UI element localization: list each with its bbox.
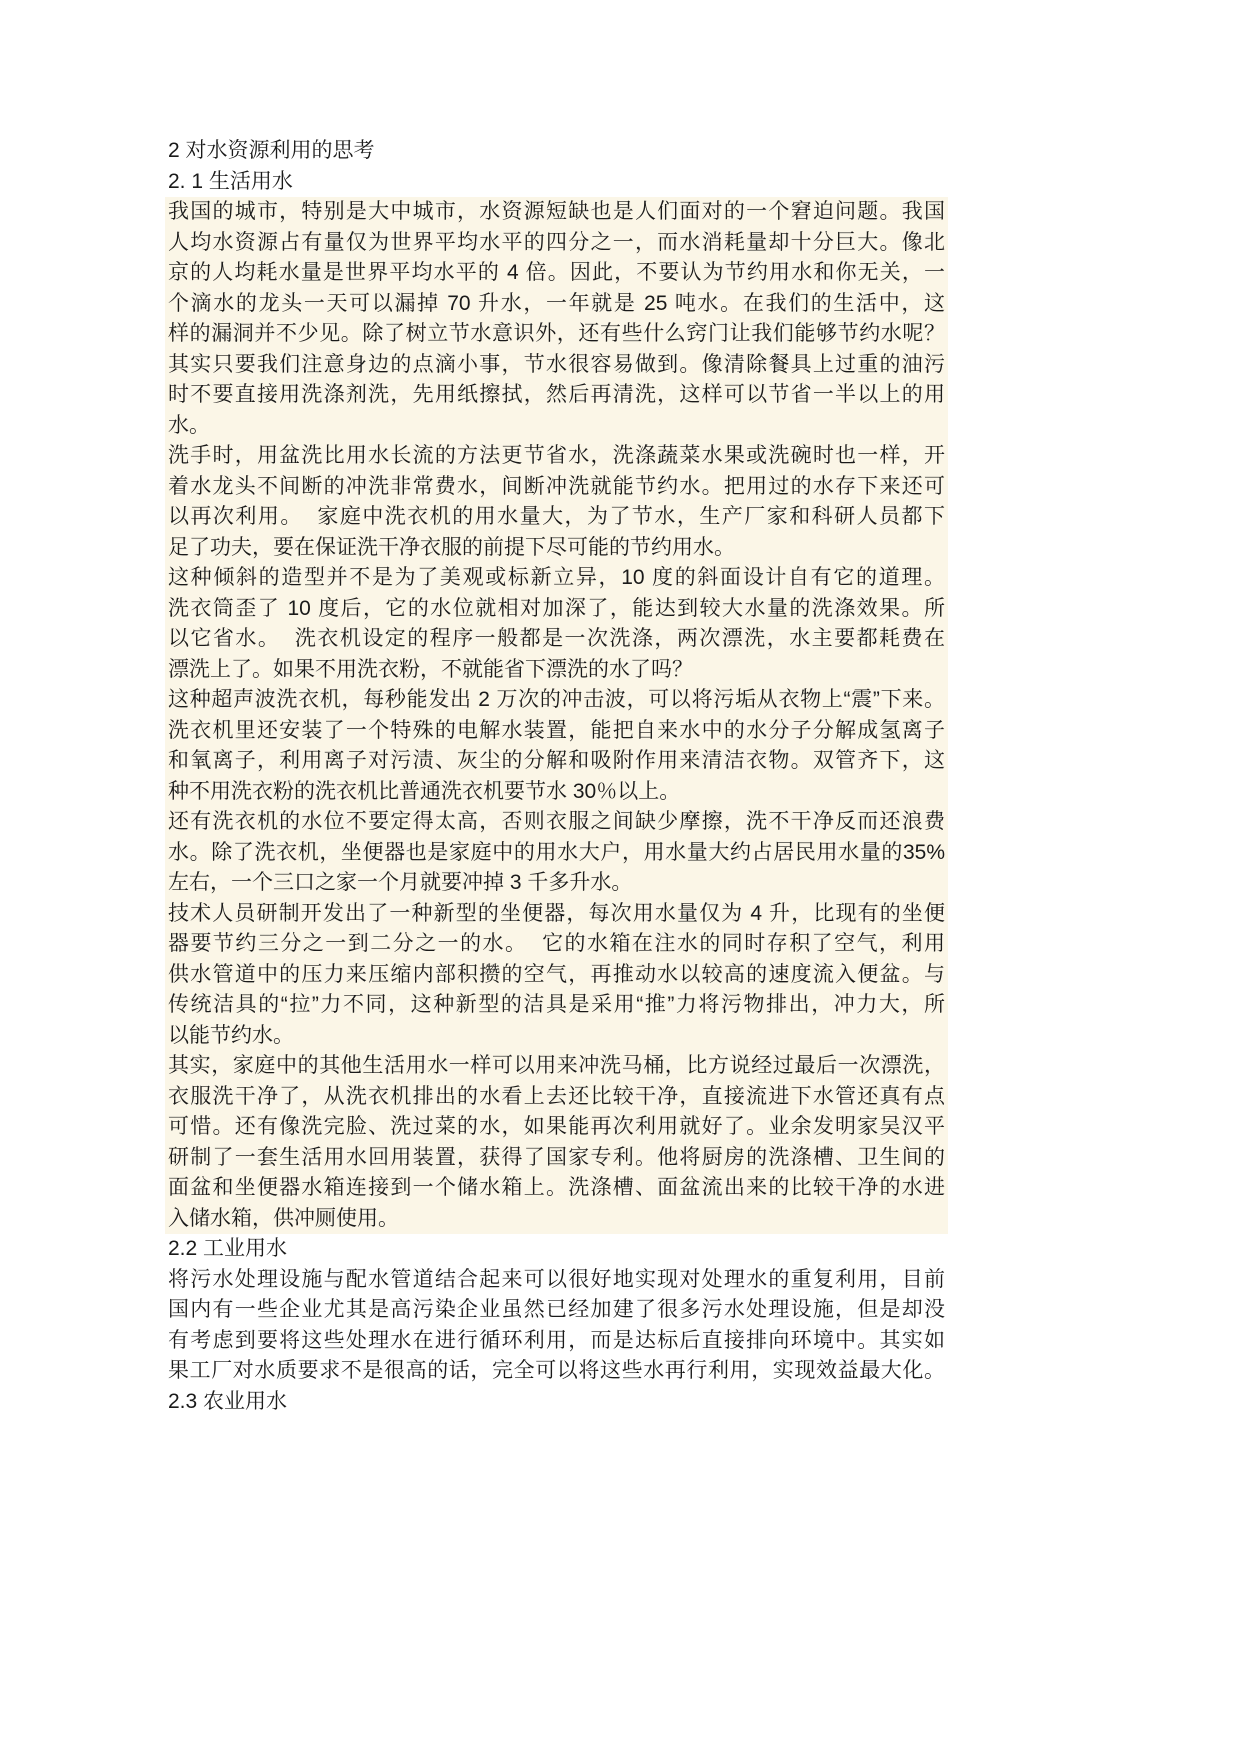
paragraph <box>168 1051 945 1234</box>
section-heading: 2.3 农业用水 <box>168 1389 288 1413</box>
text-line: 种不用洗衣粉的洗衣机比普通洗衣机要节水 30％以上。 <box>168 779 681 803</box>
text-line: 我国的城市，特别是大中城市，水资源短缺也是人们面对的一个窘迫问题。我国 <box>168 200 945 223</box>
text-line: 这种倾斜的造型并不是为了美观或标新立异，10 度的斜面设计自有它的道理。 <box>168 566 945 589</box>
text-line: 其实，家庭中的其他生活用水一样可以用来冲洗马桶，比方说经过最后一次漂洗， <box>168 1054 945 1077</box>
text-line: 以再次利用。 家庭中洗衣机的用水量大，为了节水，生产厂家和科研人员都下 <box>168 505 945 528</box>
text-line: 人均水资源占有量仅为世界平均水平的四分之一，而水消耗量却十分巨大。像北 <box>168 230 945 254</box>
text-line: 左右，一个三口之家一个月就要冲掉 3 千多升水。 <box>168 871 633 894</box>
text-line: 技术人员研制开发出了一种新型的坐便器，每次用水量仅为 4 升，比现有的坐便 <box>168 901 945 925</box>
text-line: 着水龙头不间断的冲洗非常费水，间断冲洗就能节约水。把用过的水存下来还可 <box>168 474 945 498</box>
section-heading: 2. 1 生活用水 <box>168 169 293 193</box>
paragraph <box>168 1265 945 1387</box>
text-line: 衣服洗干净了，从洗衣机排出的水看上去还比较干净，直接流进下水管还真有点 <box>168 1084 945 1108</box>
text-line: 器要节约三分之一到二分之一的水。 它的水箱在注水的同时存积了空气，利用 <box>168 932 945 955</box>
text-line: 以它省水。 洗衣机设定的程序一般都是一次洗涤，两次漂洗，水主要都耗费在 <box>168 627 945 650</box>
text-line: 洗衣机里还安装了一个特殊的电解水装置，能把自来水中的水分子分解成氢离子 <box>168 718 945 742</box>
text-line: 时不要直接用洗涤剂洗，先用纸擦拭，然后再清洗，这样可以节省一半以上的用 <box>168 383 945 406</box>
text-line: 将污水处理设施与配水管道结合起来可以很好地实现对处理水的重复利用，目前 <box>168 1267 945 1291</box>
text-line: 漂洗上了。如果不用洗衣粉，不就能省下漂洗的水了吗？ <box>168 657 693 681</box>
paragraph <box>168 197 945 441</box>
text-line: 洗手时，用盆洗比用水长流的方法更节省水，洗涤蔬菜水果或洗碗时也一样，开 <box>168 444 945 467</box>
document-body <box>168 136 945 1417</box>
text-line: 和氧离子，利用离子对污渍、灰尘的分解和吸附作用来清洁衣物。双管齐下，这 <box>168 749 945 772</box>
text-line: 个滴水的龙头一天可以漏掉 70 升水，一年就是 25 吨水。在我们的生活中，这 <box>168 291 945 315</box>
text-line: 入储水箱，供冲厕使用。 <box>168 1206 399 1230</box>
text-line: 足了功夫，要在保证洗干净衣服的前提下尽可能的节约用水。 <box>168 535 735 559</box>
text-line: 这种超声波洗衣机，每秒能发出 2 万次的冲击波，可以将污垢从衣物上“震”下来。 <box>168 688 945 711</box>
text-line: 可惜。还有像洗完脸、洗过菜的水，如果能再次利用就好了。业余发明家吴汉平 <box>168 1115 945 1138</box>
text-line: 国内有一些企业尤其是高污染企业虽然已经加建了很多污水处理设施，但是却没 <box>168 1298 945 1321</box>
document-title: 2 对水资源利用的思考 <box>168 139 375 162</box>
paragraph <box>168 899 945 1052</box>
paragraph <box>168 685 945 807</box>
text-line: 供水管道中的压力来压缩内部积攒的空气，再推动水以较高的速度流入便盆。与 <box>168 962 945 986</box>
text-line: 水。 <box>168 413 210 437</box>
section-heading: 2.2 工业用水 <box>168 1237 288 1260</box>
paragraph <box>168 563 945 685</box>
text-line: 样的漏洞并不少见。除了树立节水意识外，还有些什么窍门让我们能够节约水呢？ <box>168 322 945 345</box>
text-line: 洗衣筒歪了 10 度后，它的水位就相对加深了，能达到较大水量的洗涤效果。所 <box>168 596 945 620</box>
highlighted-block <box>165 197 948 1234</box>
text-line: 传统洁具的“拉”力不同，这种新型的洁具是采用“推”力将污物排出，冲力大，所 <box>168 993 945 1016</box>
text-line: 面盆和坐便器水箱连接到一个储水箱上。洗涤槽、面盆流出来的比较干净的水进 <box>168 1176 945 1199</box>
paragraph <box>168 441 945 563</box>
text-line: 有考虑到要将这些处理水在进行循环利用，而是达标后直接排向环境中。其实如 <box>168 1328 945 1352</box>
text-line: 京的人均耗水量是世界平均水平的 4 倍。因此，不要认为节约用水和你无关，一 <box>168 261 945 284</box>
text-line: 还有洗衣机的水位不要定得太高，否则衣服之间缺少摩擦，洗不干净反而还浪费 <box>168 810 945 833</box>
text-line: 以能节约水。 <box>168 1023 294 1047</box>
text-line: 果工厂对水质要求不是很高的话，完全可以将这些水再行利用，实现效益最大化。 <box>168 1359 945 1382</box>
text-line: 水。除了洗衣机，坐便器也是家庭中的用水大户，用水量大约占居民用水量的35% <box>168 840 945 864</box>
paragraph <box>168 807 945 899</box>
text-line: 研制了一套生活用水回用装置，获得了国家专利。他将厨房的洗涤槽、卫生间的 <box>168 1145 945 1169</box>
text-line: 其实只要我们注意身边的点滴小事，节水很容易做到。像清除餐具上过重的油污 <box>168 352 945 376</box>
